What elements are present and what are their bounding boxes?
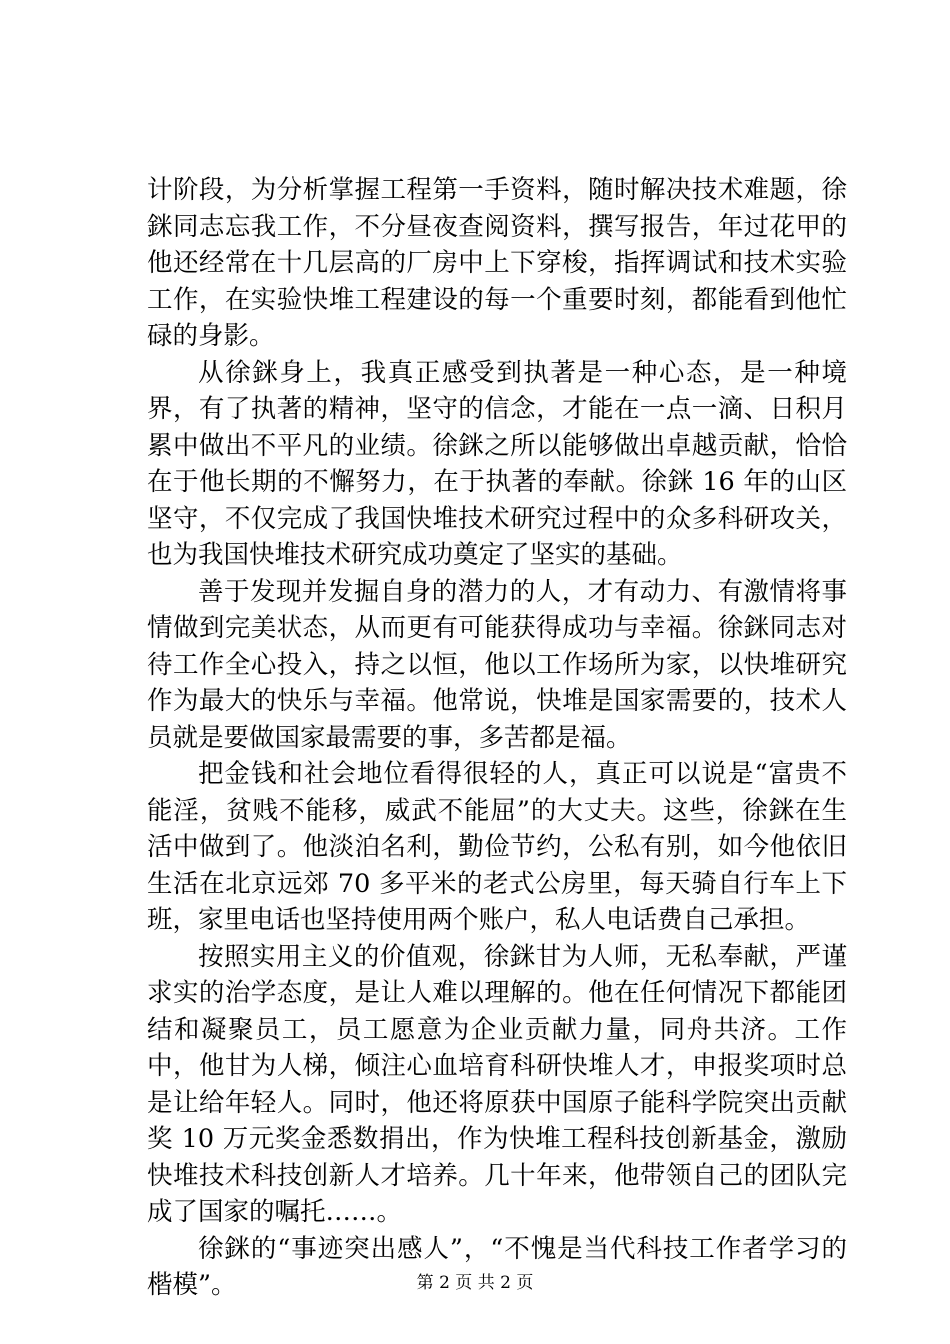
page-number-footer: 第 2 页 共 2 页 xyxy=(416,1273,534,1293)
paragraph-1-continued: 计阶段，为分析掌握工程第一手资料，随时解决技术难题，徐銤同志忘我工作，不分昼夜查阅资料，撰写报告，年过花甲的他还经常在十几层高的厂房中上下穿梭，指挥调试和技术实验工作，在实验快堆工程建设的每一个重要时刻，都能看到他忙碌的身影。 xyxy=(147,175,847,351)
paragraph-2: 从徐銤身上，我真正感受到执著是一种心态，是一种境界，有了执著的精神，坚守的信念，才能在一点一滴、日积月累中做出不平凡的业绩。徐銤之所以能够做出卓越贡献，恰恰在于他长期的不懈努力，在于执著的奉献。徐銤 16 年的山区坚守，不仅完成了我国快堆技术研究过程中的众多科研攻关，也为我国快堆技术研究成功奠定了坚实的基础。 xyxy=(147,357,847,570)
document-body xyxy=(147,172,847,1304)
paragraph-3: 善于发现并发掘自身的潜力的人，才有动力、有激情将事情做到完美状态，从而更有可能获得成功与幸福。徐銤同志对待工作全心投入，持之以恒，他以工作场所为家，以快堆研究作为最大的快乐与幸福。他常说，快堆是国家需要的，技术人员就是要做国家最需要的事，多苦都是福。 xyxy=(147,576,847,753)
paragraph-4: 把金钱和社会地位看得很轻的人，真正可以说是“富贵不能淫，贫贱不能移，威武不能屈”的大丈夫。这些，徐銤在生活中做到了。他淡泊名利，勤俭节约，公私有别，如今他依旧生活在北京远郊 70 多平米的老式公房里，每天骑自行车上下班，家里电话也坚持使用两个账户，私人电话费自己承担。 xyxy=(147,759,847,935)
paragraph-6: 徐銤的“事迹突出感人”，“不愧是当代科技工作者学习的楷模”。 xyxy=(147,1233,847,1300)
paragraph-5: 按照实用主义的价值观，徐銤甘为人师，无私奉献，严谨求实的治学态度，是让人难以理解的。他在任何情况下都能团结和凝聚员工，员工愿意为企业贡献力量，同舟共济。工作中，他甘为人梯，倾注心血培育科研快堆人才，申报奖项时总是让给年轻人。同时，他还将原获中国原子能科学院突出贡献奖 10 万元奖金悉数捐出，作为快堆工程科技创新基金，激励快堆技术科技创新人才培养。几十年来，他带领自己的团队完成了国家的嘱托……。 xyxy=(147,941,847,1227)
